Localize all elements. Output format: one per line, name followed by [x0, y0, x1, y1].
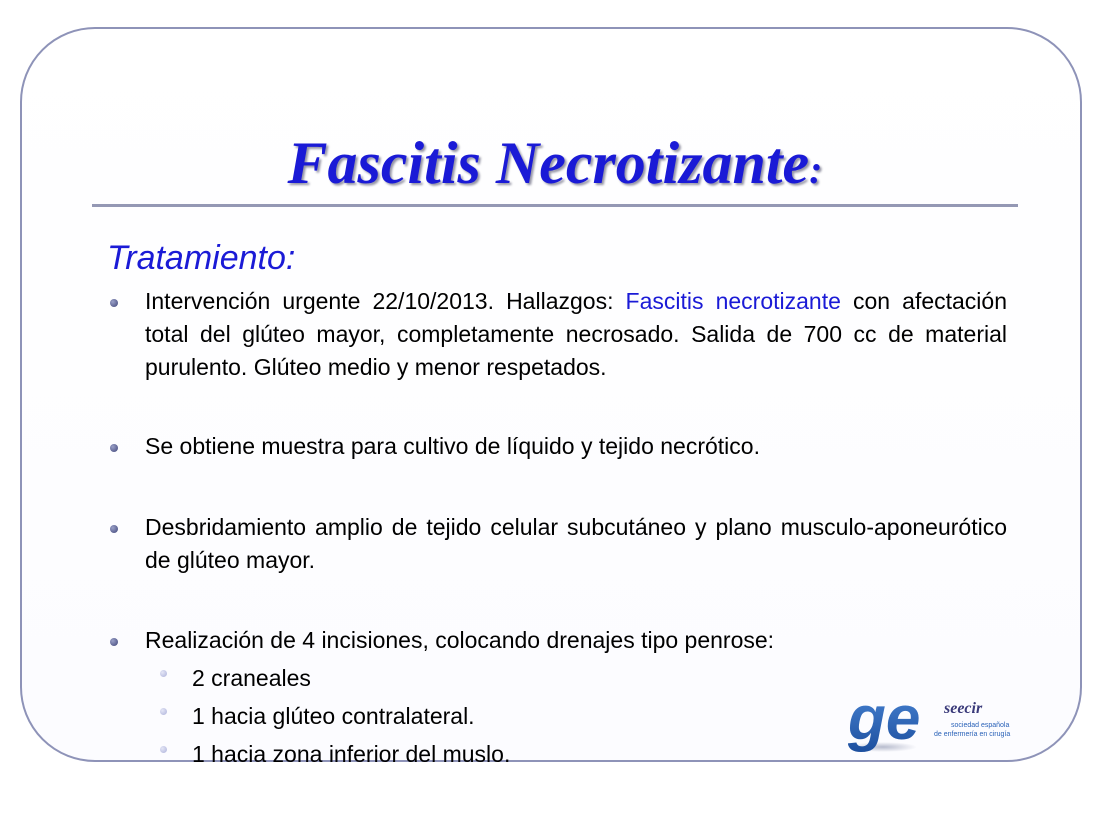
slide-title-text: Fascitis Necrotizante — [287, 130, 810, 196]
list-item-text: Intervención urgente 22/10/2013. Hallazgos: — [145, 288, 626, 314]
list-item — [145, 285, 1007, 384]
sub-list-item: 2 craneales — [192, 665, 311, 691]
bullet-icon — [110, 638, 118, 646]
list-item: Desbridamiento amplio de tejido celular subcutáneo y plano musculo-aponeurótico de glúteo mayor. — [145, 514, 1007, 573]
logo-tagline-2: de enfermería en cirugía — [934, 731, 1011, 738]
bullet-icon — [110, 525, 118, 533]
sub-bullet-icon — [160, 746, 167, 753]
list-item: Se obtiene muestra para cultivo de líquido y tejido necrótico. — [145, 433, 760, 459]
list-item: Realización de 4 incisiones, colocando drenajes tipo penrose: — [145, 627, 775, 653]
bullet-icon — [110, 444, 118, 452]
logo-tagline-1: sociedad española — [951, 722, 1010, 729]
sub-list-item: 1 hacia glúteo contralateral. — [192, 703, 475, 729]
logo-letters: ge — [848, 684, 921, 753]
bullet-icon — [110, 299, 118, 307]
title-divider — [92, 204, 1018, 207]
slide-title-colon: : — [809, 147, 823, 192]
list-item-text: con afectación total del glúteo mayor, completamente necrosado. Salida de 700 cc de material purulento. Glúteo medio y menor respetados. — [145, 288, 1007, 380]
highlight-text: Fascitis necrotizante — [625, 288, 841, 314]
logo-brand: seecir — [944, 700, 983, 717]
sub-bullet-icon — [160, 670, 167, 677]
seecir-logo — [848, 683, 1026, 757]
slide-title — [92, 128, 1018, 205]
section-heading: Tratamiento: — [107, 239, 296, 277]
sub-bullet-icon — [160, 708, 167, 715]
sub-list-item: 1 hacia zona inferior del muslo. — [192, 741, 511, 767]
